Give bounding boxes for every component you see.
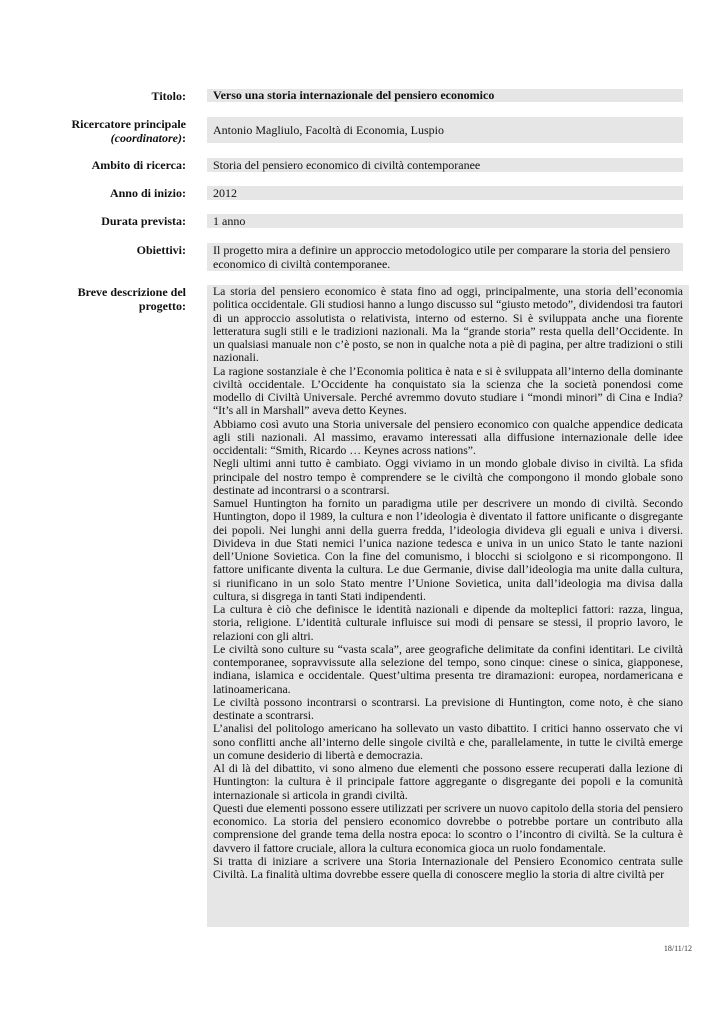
label-descrizione: Breve descrizione del progetto: xyxy=(77,285,186,313)
value-obiettivi: Il progetto mira a definire un approccio metodologico utile per comparare la storia del pensiero economico di civiltà contemporanee. xyxy=(207,243,683,271)
label-ricercatore xyxy=(40,117,186,145)
description-paragraph: L’analisi del politologo americano ha sollevato un vasto dibattito. I critici hanno osservato che vi sono conflitti anche all’interno delle singole civiltà e che, parallelamente, in tutte le civiltà emerge un comune desiderio di libertà e democrazia. xyxy=(213,722,683,762)
label-obiettivi: Obiettivi: xyxy=(136,243,186,257)
label-ricercatore-sub: (coordinatore) xyxy=(110,131,182,145)
label-anno: Anno di inizio: xyxy=(109,186,186,200)
value-anno: 2012 xyxy=(207,186,683,200)
label-durata: Durata prevista: xyxy=(101,214,186,228)
label-ricercatore-colon: : xyxy=(182,131,186,145)
description-paragraph: La ragione sostanziale è che l’Economia politica è nata e si è sviluppata all’interno della dominante civiltà occidentale. L’Occidente ha conquistato sia la scienza che la società ponendosi come modello di Civiltà Universale. Perché avremmo dovuto studiare i “mondi minori” di Cina e India? “It’s all in Marshall” aveva detto Keynes. xyxy=(213,364,683,418)
description-paragraph: Questi due elementi possono essere utilizzati per scrivere un nuovo capitolo della storia del pensiero economico. La storia del pensiero economico dovrebbe o potrebbe portare un contributo alla comprensione del grande tema della nostra epoca: lo scontro o l’incontro di civiltà. Se la cultura è davvero il fattore cruciale, allora la cultura economica gioca un ruolo fondamentale. xyxy=(213,801,683,855)
label-titolo: Titolo: xyxy=(151,89,186,103)
description-paragraph: Al di là del dibattito, vi sono almeno due elementi che possono essere recuperati dalla lezione di Huntington: la cultura è il principale fattore aggregante o disgregante dei popoli e la comunità internazionale si articola in grandi civiltà. xyxy=(213,762,683,802)
value-ambito: Storia del pensiero economico di civiltà contemporanee xyxy=(207,158,683,172)
description-paragraph: Si tratta di iniziare a scrivere una Storia Internazionale del Pensiero Economico centrata sulle Civiltà. La finalità ultima dovrebbe essere quella di conoscere meglio la storia di altre civiltà per xyxy=(213,854,683,881)
description-paragraph: Abbiamo così avuto una Storia universale del pensiero economico con qualche appendice dedicata agli stili nazionali. Al massimo, eravamo interessati alla diffusione internazionale delle idee occidentali: “Smith, Ricardo … Keynes across nations”. xyxy=(213,417,683,457)
description-paragraph: Le civiltà possono incontrarsi o scontrarsi. La previsione di Huntington, come noto, è che siano destinate a scontrarsi. xyxy=(213,695,683,722)
description-paragraph: Le civiltà sono culture su “vasta scala”, aree geografiche delimitate da confini identitari. Le civiltà contemporanee, sopravvissute alla selezione del tempo, sono cinque: cinese o sinica, giapponese, indiana, islamica e occidentale. Quest’ultima presenta tre diramazioni: europea, nordamericana e latinoamericana. xyxy=(213,642,683,696)
footer-date: 18/11/12 xyxy=(663,944,692,953)
label-ambito: Ambito di ricerca: xyxy=(91,158,186,172)
description-paragraph: Negli ultimi anni tutto è cambiato. Oggi viviamo in un mondo globale diviso in civiltà. La sfida principale del nostro tempo è comprendere se le civiltà che compongono il mondo globale sono destinate ad incontrarsi o a scontrarsi. xyxy=(213,457,683,497)
description-paragraph: La cultura è ciò che definisce le identità nazionali e dipende da molteplici fattori: razza, lingua, storia, religione. L’identità culturale influisce sui modi di pensare se stessi, il proprio lavoro, le relazioni con gli altri. xyxy=(213,603,683,643)
description-paragraph: Samuel Huntington ha fornito un paradigma utile per descrivere un mondo di civiltà. Secondo Huntington, dopo il 1989, la cultura e non l’ideologia è diventato il fattore unificante o disgregante dei popoli. Nei lunghi anni della guerra fredda, l’ideologia divideva gli eguali e univa i diversi. Divideva in due Stati nemici l’unica nazione tedesca e univa in un unico Stato le tante nazioni dell’Unione Sovietica. Con la fine del comunismo, i blocchi si sciolgono e si ricompongono. Il fattore unificante diventa la cultura. Le due Germanie, divise dall’ideologia ma unite dalla cultura, si riunificano in un solo Stato mentre l’Unione Sovietica, unita dall’ideologia ma divisa dalla cultura, si disgrega in tanti Stati indipendenti. xyxy=(213,497,683,603)
value-titolo: Verso una storia internazionale del pensiero economico xyxy=(207,89,683,102)
value-durata: 1 anno xyxy=(207,214,683,228)
value-ricercatore: Antonio Magliulo, Facoltà di Economia, Luspio xyxy=(207,117,683,143)
description-body xyxy=(207,285,689,927)
description-paragraph: La storia del pensiero economico è stata fino ad oggi, principalmente, una storia dell’economia politica occidentale. Gli studiosi hanno a lungo discusso sul “giusto metodo”, dividendosi tra fautori di un approccio assolutista o relativista, interno od esterno. Si è sviluppata anche una fiorente letteratura sugli stili e le tradizioni nazionali. Ma la “grande storia” resta quella dell’Occidente. In un qualsiasi manuale non c’è posto, se non in qualche nota a piè di pagina, per altre tradizioni o stili nazionali. xyxy=(213,285,683,365)
label-ricercatore-main: Ricercatore principale xyxy=(71,117,186,131)
